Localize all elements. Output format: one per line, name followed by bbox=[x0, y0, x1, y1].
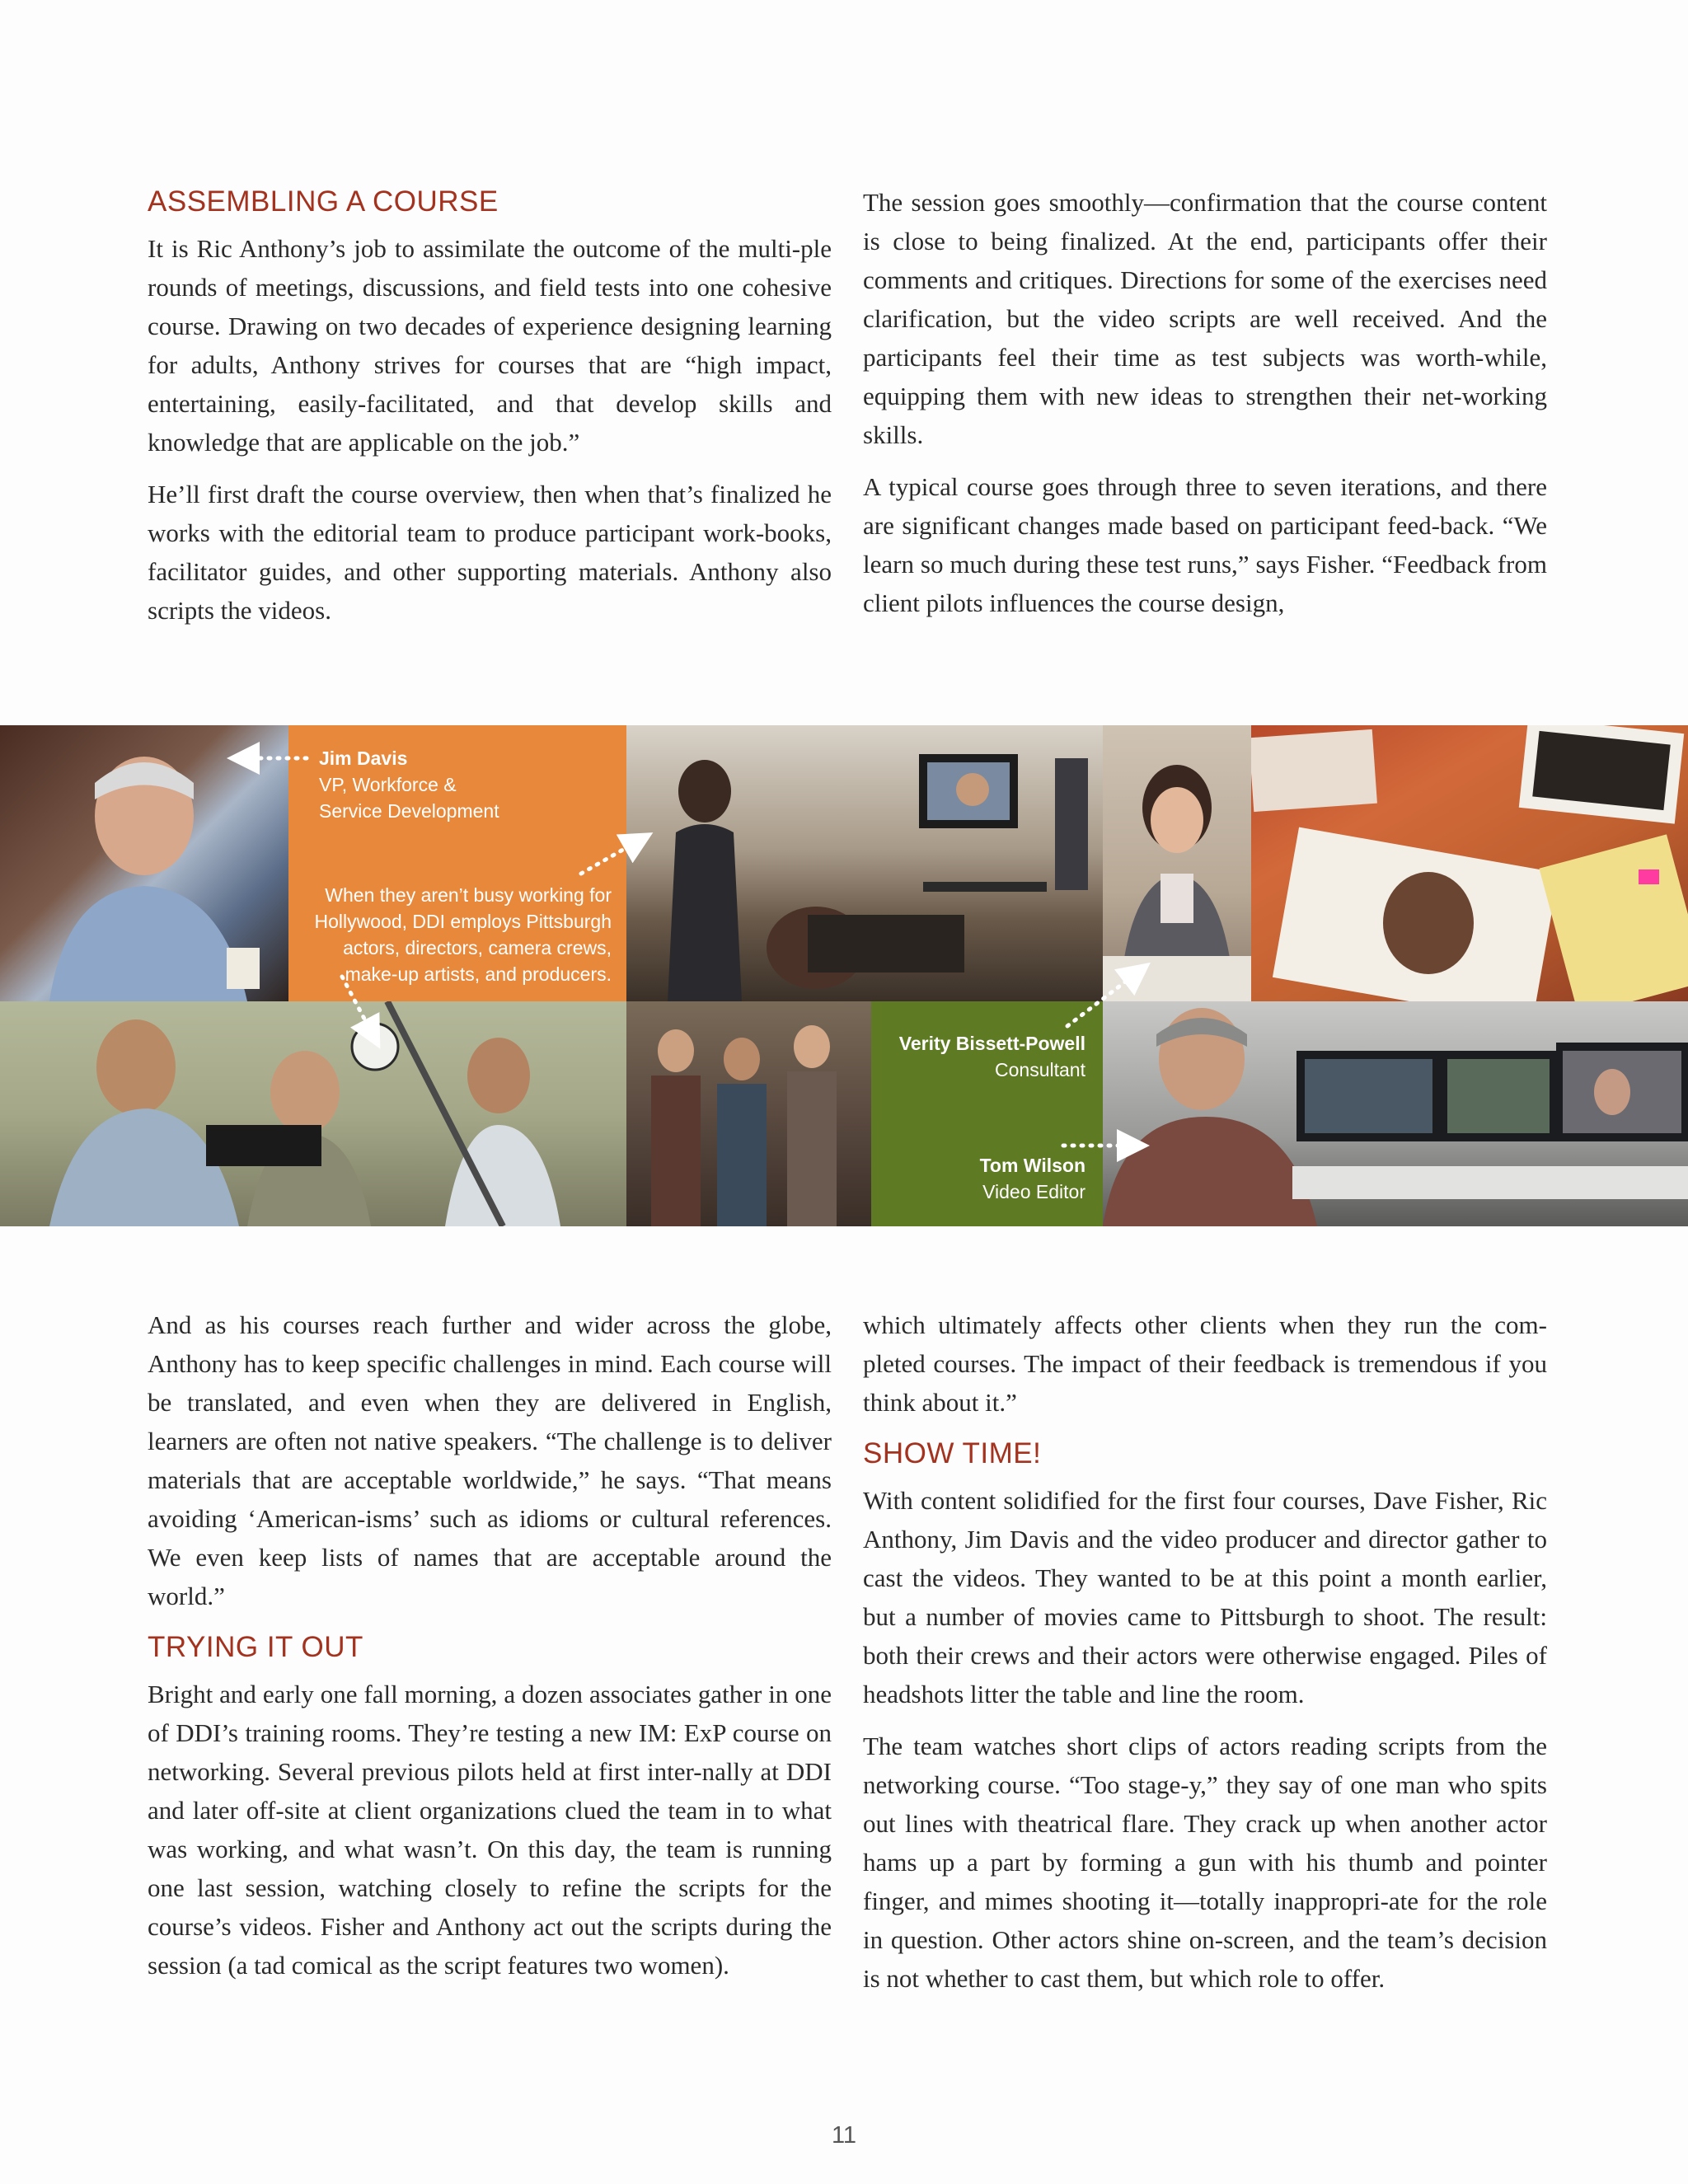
heading-show-time: SHOW TIME! bbox=[863, 1437, 1042, 1469]
caption-jim-title-2: Service Development bbox=[319, 800, 499, 822]
photo-collage bbox=[0, 725, 1688, 1226]
paragraph: He’ll first draft the course overview, then when that’s finalized he works with the editorial team to produce participant work-books, facilitator guides, and other supporting materials. Anthony also scripts the videos. bbox=[148, 480, 832, 625]
heading-assembling: ASSEMBLING A COURSE bbox=[148, 185, 499, 218]
paragraph: which ultimately affects other clients when they run the com-pleted courses. The impact of their feedback is tremendous if you think about it.” bbox=[863, 1310, 1547, 1417]
caption-tom-title: Video Editor bbox=[982, 1181, 1085, 1202]
paragraph: The team watches short clips of actors reading scripts from the networking course. “Too stage-y,” they say of one man who spits out lines with theatrical flare. They crack up when another actor hams up a part by forming a gun with his thumb and pointer finger, and mimes shooting it—totally inappropri-ate for the role in question. Other actors shine on-screen, and the team’s decision is not whether to cast them, but which role to offer. bbox=[863, 1732, 1547, 1993]
arrow-to-pilot bbox=[581, 841, 639, 874]
caption-tom-name: Tom Wilson bbox=[979, 1155, 1085, 1176]
paragraph: It is Ric Anthony’s job to assimilate the outcome of the multi-ple rounds of meetings, discussions, and field tests into one cohesive course. Drawing on two decades of experience designing learning for adults, Anthony strives for courses that are “high impact, entertaining, easily-facilitated, and that develop skills and knowledge that are applicable on the job.” bbox=[148, 234, 832, 457]
column-top-right bbox=[863, 183, 1547, 635]
paragraph: Bright and early one fall morning, a dozen associates gather in one of DDI’s training rooms. They’re testing a new IM: ExP course on networking. Several previous pilots held at first inter-nally at DDI and later off-site at client organizations clued the team in to what was working, and what wasn’t. On this day, the team is running one last session, watching closely to refine the scripts for the course’s videos. Fisher and Anthony act out the scripts during the session (a tad comical as the script features two women). bbox=[148, 1680, 832, 1980]
heading-trying-it-out: TRYING IT OUT bbox=[148, 1631, 363, 1663]
caption-jim-title-1: VP, Workforce & bbox=[319, 774, 457, 795]
paragraph: A typical course goes through three to seven iterations, and there are significant changes made based on participant feed-back. “We learn so much during these test runs,” says Fisher. “Feedback from client pilots influences the course design, bbox=[863, 472, 1547, 617]
column-bottom-left bbox=[148, 1305, 832, 1998]
note-line-4: make-up artists, and producers. bbox=[345, 963, 612, 985]
caption-verity-title: Consultant bbox=[995, 1059, 1085, 1080]
caption-verity-name: Verity Bissett-Powell bbox=[898, 1033, 1085, 1054]
page-number: 11 bbox=[831, 2122, 857, 2149]
paragraph: The session goes smoothly—confirmation that the course content is close to being finalized. At the end, participants offer their comments and critiques. Directions for some of the exercises need clarification, but the video scripts are well received. And the participants feel their time as test subjects was worth-while, equipping them with new ideas to strengthen their net-working skills. bbox=[863, 188, 1547, 449]
paragraph: And as his courses reach further and wider across the globe, Anthony has to keep specific challenges in mind. Each course will be translated, and even when they are delivered in English, learners are often not native speakers. “The challenge is to deliver materials that are acceptable worldwide,” he says. “That means avoiding ‘American-isms’ such as idioms or cultural references. We even keep lists of names that are acceptable around the world.” bbox=[148, 1310, 832, 1610]
caption-jim-name: Jim Davis bbox=[319, 748, 408, 769]
pointer-arrows bbox=[0, 725, 1688, 1226]
arrow-to-crew bbox=[342, 977, 373, 1034]
column-bottom-right bbox=[863, 1305, 1547, 2011]
paragraph: With content solidified for the first four courses, Dave Fisher, Ric Anthony, Jim Davis and the video producer and director gather to cast the videos. They wanted to be at this point a month earlier, but a number of movies came to Pittsburgh to shoot. The result: both their crews and their actors were otherwise engaged. Piles of headshots litter the table and line the room. bbox=[863, 1486, 1547, 1708]
column-top-left bbox=[148, 183, 832, 643]
note-line-2: Hollywood, DDI employs Pittsburgh bbox=[314, 911, 612, 932]
arrow-to-verity bbox=[1067, 972, 1137, 1026]
note-line-1: When they aren’t busy working for bbox=[325, 884, 612, 906]
note-line-3: actors, directors, camera crews, bbox=[343, 937, 612, 958]
